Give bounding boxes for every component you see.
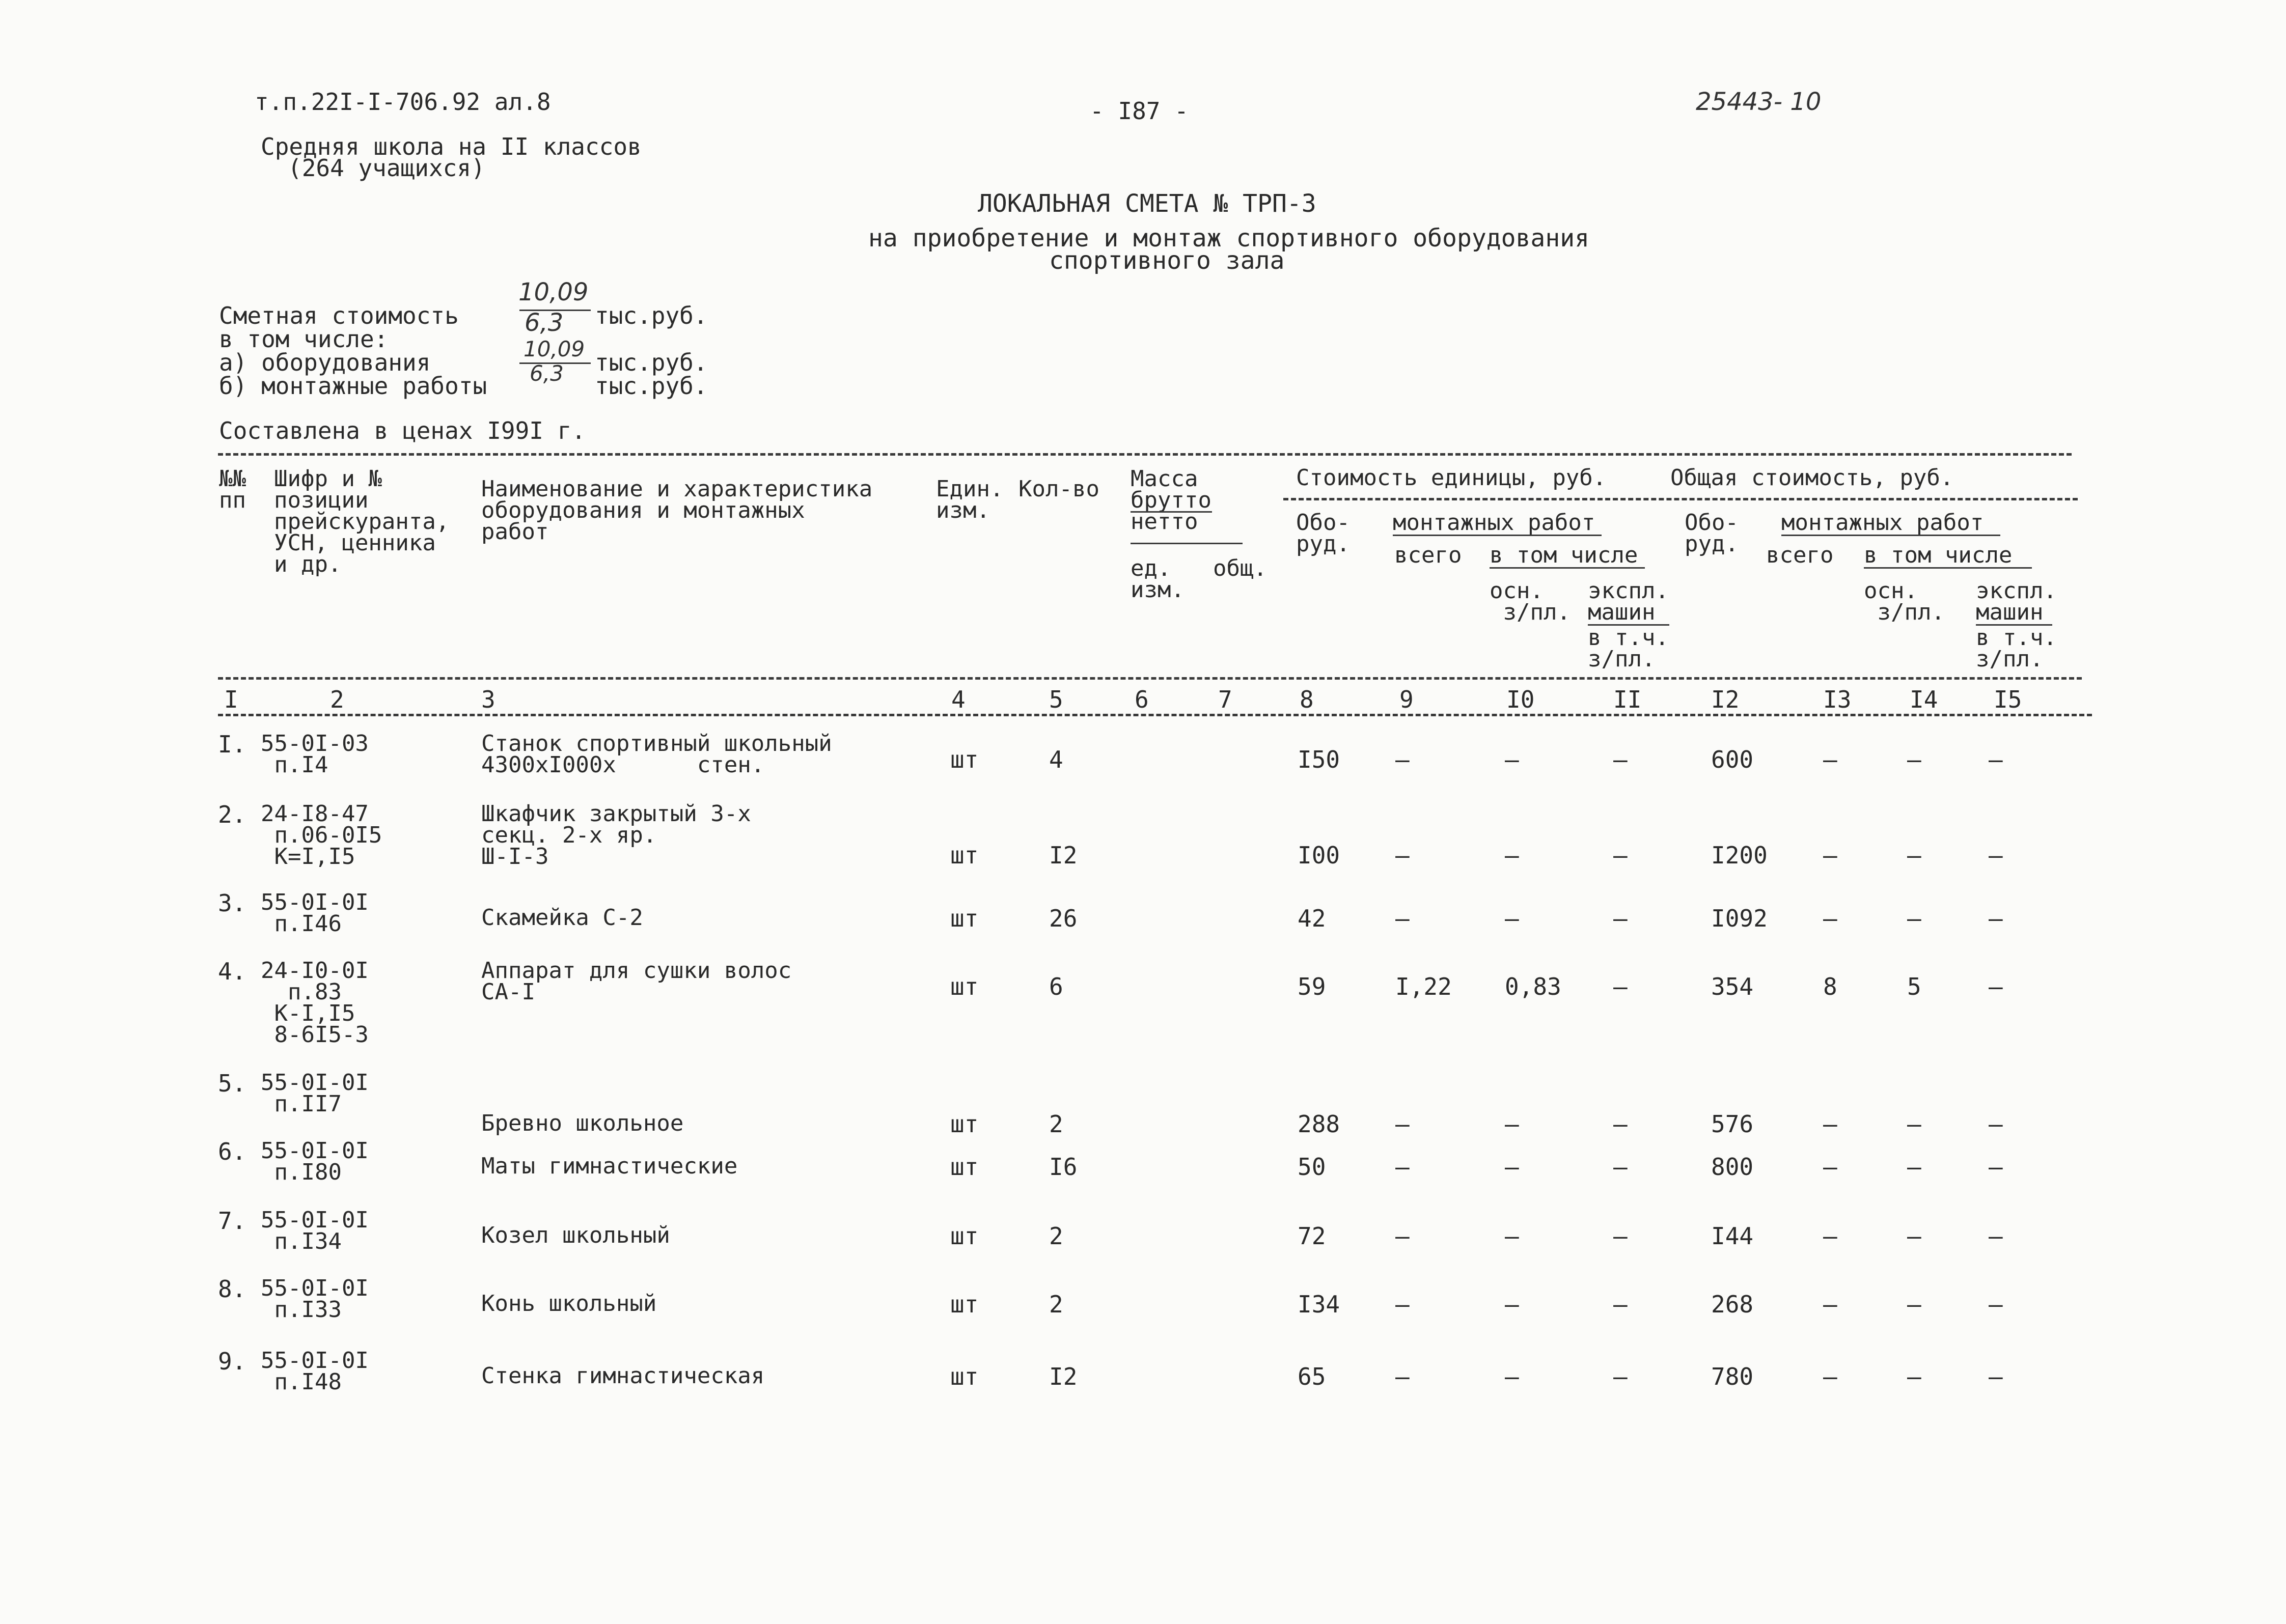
header-name: Наименование и характеристика оборудования и монтажных работ [481,476,873,545]
row-mach: – [1613,1222,1628,1250]
document-title: ЛОКАЛЬНАЯ СМЕТА № ТРП-3 [978,189,1316,218]
row-tbase: 5 [1907,973,1921,1000]
row-tmach: – [1989,1153,2003,1181]
row-qty: 2 [1049,1110,1063,1138]
header-unit-machines-2: машин [1588,599,1656,625]
row-eq: 59 [1298,973,1326,1000]
row-teq: 354 [1711,973,1754,1000]
cost-equipment-handwritten: 10,09 [524,337,585,361]
row-qty: I2 [1049,1363,1078,1390]
row-all: I,22 [1395,973,1452,1000]
row-code: 55-0I-03 п.I4 [261,731,369,778]
row-tall: – [1823,1222,1837,1250]
row-unit: шт [950,1291,979,1318]
row-code: 24-I8-47 п.06-0I5 К=I,I5 [261,801,382,870]
row-name: Скамейка С-2 [481,905,643,931]
header-unit-incl: в том числе [1490,542,1638,568]
header-brutto: брутто [1131,487,1211,513]
header-quantity: Кол-во [1018,476,1099,502]
header-mass-total: общ. [1213,555,1267,581]
row-mach: – [1613,1153,1628,1181]
header-unit-machines-wage: в т.ч. з/пл. [1588,625,1669,672]
row-tbase: – [1907,1153,1921,1181]
column-number-1: I [224,686,238,713]
row-tmach: – [1989,746,2003,773]
cost-incl-label: в том числе: [219,325,389,353]
row-eq: I00 [1298,842,1340,869]
column-number-6: 6 [1135,686,1149,713]
row-tbase: – [1907,1110,1921,1138]
header-unit-all: всего [1394,542,1462,568]
row-number: I. [218,731,246,758]
school-capacity: (264 учащихся) [288,154,485,182]
row-name: Станок спортивный школьный 4300хI000х стен. [481,731,832,778]
row-unit: шт [950,1153,979,1181]
header-total-base-wage: осн. з/пл. [1864,578,1945,625]
row-tmach: – [1989,905,2003,932]
row-teq: I44 [1711,1222,1754,1250]
header-unit-base-wage: осн. з/пл. [1490,578,1571,625]
row-base: – [1505,905,1519,932]
row-tall: – [1823,1363,1837,1390]
row-name: Аппарат для сушки волос СА-I [481,958,792,1005]
row-base: – [1505,1222,1519,1250]
cost-install-label: б) монтажные работы [219,372,487,400]
header-total-incl: в том числе [1864,542,2013,568]
row-teq: I200 [1711,842,1768,869]
row-qty: 4 [1049,746,1063,773]
header-total-machines-wage: в т.ч. з/пл. [1976,625,2057,672]
row-number: 2. [218,801,246,828]
column-number-9: 9 [1399,686,1414,713]
column-number-5: 5 [1049,686,1063,713]
header-netto: нетто [1131,509,1198,535]
row-code: 55-0I-0I п.I34 [261,1207,369,1254]
inventory-number: 25443- 10 [1696,88,1822,116]
row-tbase: – [1907,905,1921,932]
row-unit: шт [950,842,979,869]
column-number-4: 4 [951,686,966,713]
row-tmach: – [1989,842,2003,869]
row-mach: – [1613,842,1628,869]
column-number-3: 3 [481,686,495,713]
row-tmach: – [1989,1363,2003,1390]
row-eq: 288 [1298,1110,1340,1138]
row-name: Маты гимнастические [481,1153,738,1179]
header-total-all: всего [1766,542,1834,568]
row-all: – [1395,746,1410,773]
row-tmach: – [1989,1222,2003,1250]
row-eq: 72 [1298,1222,1326,1250]
row-number: 9. [218,1348,246,1375]
row-eq: I34 [1298,1291,1340,1318]
row-unit: шт [950,746,979,773]
row-name: Стенка гимнастическая [481,1363,765,1389]
row-code: 55-0I-0I п.I48 [261,1348,369,1395]
row-all: – [1395,1291,1410,1318]
row-base: – [1505,1110,1519,1138]
row-unit: шт [950,1222,979,1250]
cost-equipment-unit: тыс.руб. [595,349,708,376]
row-qty: I2 [1049,842,1078,869]
row-mach: – [1613,905,1628,932]
row-all: – [1395,842,1410,869]
row-number: 8. [218,1275,246,1303]
row-tall: – [1823,746,1837,773]
row-name: Бревно школьное [481,1110,684,1136]
header-code: Шифр и № позиции прейскуранта, УСН, ценника и др. [274,466,450,577]
header-unit-machines: экспл. [1588,578,1669,604]
row-all: – [1395,1153,1410,1181]
header-unit-install: монтажных работ [1393,510,1595,536]
row-eq: 50 [1298,1153,1326,1181]
header-unit-equipment: Обо- руд. [1296,510,1350,557]
header-total-cost: Общая стоимость, руб. [1670,465,1954,491]
cost-install-handwritten: 6,3 [530,361,564,386]
header-total-install: монтажных работ [1781,510,1984,536]
column-number-15: I5 [1994,686,2022,713]
page-number: - I87 - [1090,97,1189,125]
row-all: – [1395,905,1410,932]
row-qty: 26 [1049,905,1078,932]
header-total-machines: экспл. [1976,578,2057,604]
cost-total-handwritten: 10,09 [518,278,589,306]
row-code: 55-0I-0I п.I80 [261,1138,369,1185]
header-mass-unit: ед. изм. [1131,555,1185,603]
header-total-machines-2: машин [1976,599,2044,625]
row-qty: 6 [1049,973,1063,1000]
row-name: Шкафчик закрытый 3-х секц. 2-х яр. Ш-I-3 [481,801,751,870]
row-teq: 780 [1711,1363,1754,1390]
row-mach: – [1613,1363,1628,1390]
row-tmach: – [1989,1110,2003,1138]
column-number-14: I4 [1910,686,1938,713]
row-qty: 2 [1049,1291,1063,1318]
column-number-8: 8 [1300,686,1314,713]
row-tall: – [1823,905,1837,932]
column-number-13: I3 [1823,686,1852,713]
row-mach: – [1613,973,1628,1000]
cost-install-unit: тыс.руб. [595,372,708,400]
row-code: 24-I0-0I п.83 К-I,I5 8-6I5-3 [261,958,369,1048]
row-tmach: – [1989,973,2003,1000]
row-number: 6. [218,1138,246,1165]
row-qty: I6 [1049,1153,1078,1181]
row-name: Козел школьный [481,1222,670,1248]
row-teq: 268 [1711,1291,1754,1318]
row-tall: – [1823,842,1837,869]
column-number-2: 2 [330,686,344,713]
column-number-7: 7 [1218,686,1232,713]
row-eq: 65 [1298,1363,1326,1390]
row-teq: I092 [1711,905,1768,932]
row-mach: – [1613,746,1628,773]
row-base: – [1505,746,1519,773]
row-tall: – [1823,1291,1837,1318]
row-teq: 576 [1711,1110,1754,1138]
row-eq: 42 [1298,905,1326,932]
document-reference: т.п.22I-I-706.92 ал.8 [255,88,551,116]
row-teq: 800 [1711,1153,1754,1181]
header-total-equipment: Обо- руд. [1685,510,1739,557]
row-tbase: – [1907,1291,1921,1318]
row-all: – [1395,1222,1410,1250]
row-all: – [1395,1363,1410,1390]
row-unit: шт [950,1110,979,1138]
cost-total-label: Сметная стоимость [219,302,459,329]
prices-note: Составлена в ценах I99I г. [219,417,586,444]
row-qty: 2 [1049,1222,1063,1250]
school-name: Средняя школа на II классов [261,133,642,160]
row-mach: – [1613,1110,1628,1138]
cost-total-printed: 6,3 [525,309,564,337]
row-unit: шт [950,1363,979,1390]
column-number-10: I0 [1506,686,1535,713]
row-tbase: – [1907,1363,1921,1390]
row-number: 5. [218,1070,246,1097]
column-number-12: I2 [1711,686,1740,713]
row-base: – [1505,842,1519,869]
row-tall: – [1823,1153,1837,1181]
row-tall: 8 [1823,973,1837,1000]
document-subtitle-2: спортивного зала [1049,246,1285,275]
row-teq: 600 [1711,746,1754,773]
row-number: 4. [218,958,246,985]
row-base: – [1505,1363,1519,1390]
row-unit: шт [950,905,979,932]
row-base: – [1505,1291,1519,1318]
row-code: 55-0I-0I п.II7 [261,1070,369,1117]
header-unit: Един. изм. [936,476,1004,523]
row-name: Конь школьный [481,1291,657,1317]
row-mach: – [1613,1291,1628,1318]
row-base: – [1505,1153,1519,1181]
header-mass: Масса [1131,466,1198,492]
row-tbase: – [1907,1222,1921,1250]
row-number: 7. [218,1207,246,1235]
row-unit: шт [950,973,979,1000]
row-number: 3. [218,889,246,917]
row-all: – [1395,1110,1410,1138]
cost-equipment-label: а) оборудования [219,349,431,376]
row-tbase: – [1907,842,1921,869]
row-base: 0,83 [1505,973,1561,1000]
row-code: 55-0I-0I п.I46 [261,889,369,937]
cost-total-unit: тыс.руб. [595,302,708,329]
header-unit-cost: Стоимость единицы, руб. [1296,465,1607,491]
header-row-number: №№ пп [219,466,246,513]
row-tmach: – [1989,1291,2003,1318]
row-eq: I50 [1298,746,1340,773]
row-tall: – [1823,1110,1837,1138]
row-tbase: – [1907,746,1921,773]
document-subtitle: на приобретение и монтаж спортивного оборудования [868,224,1590,253]
row-code: 55-0I-0I п.I33 [261,1275,369,1323]
column-number-11: II [1613,686,1642,713]
